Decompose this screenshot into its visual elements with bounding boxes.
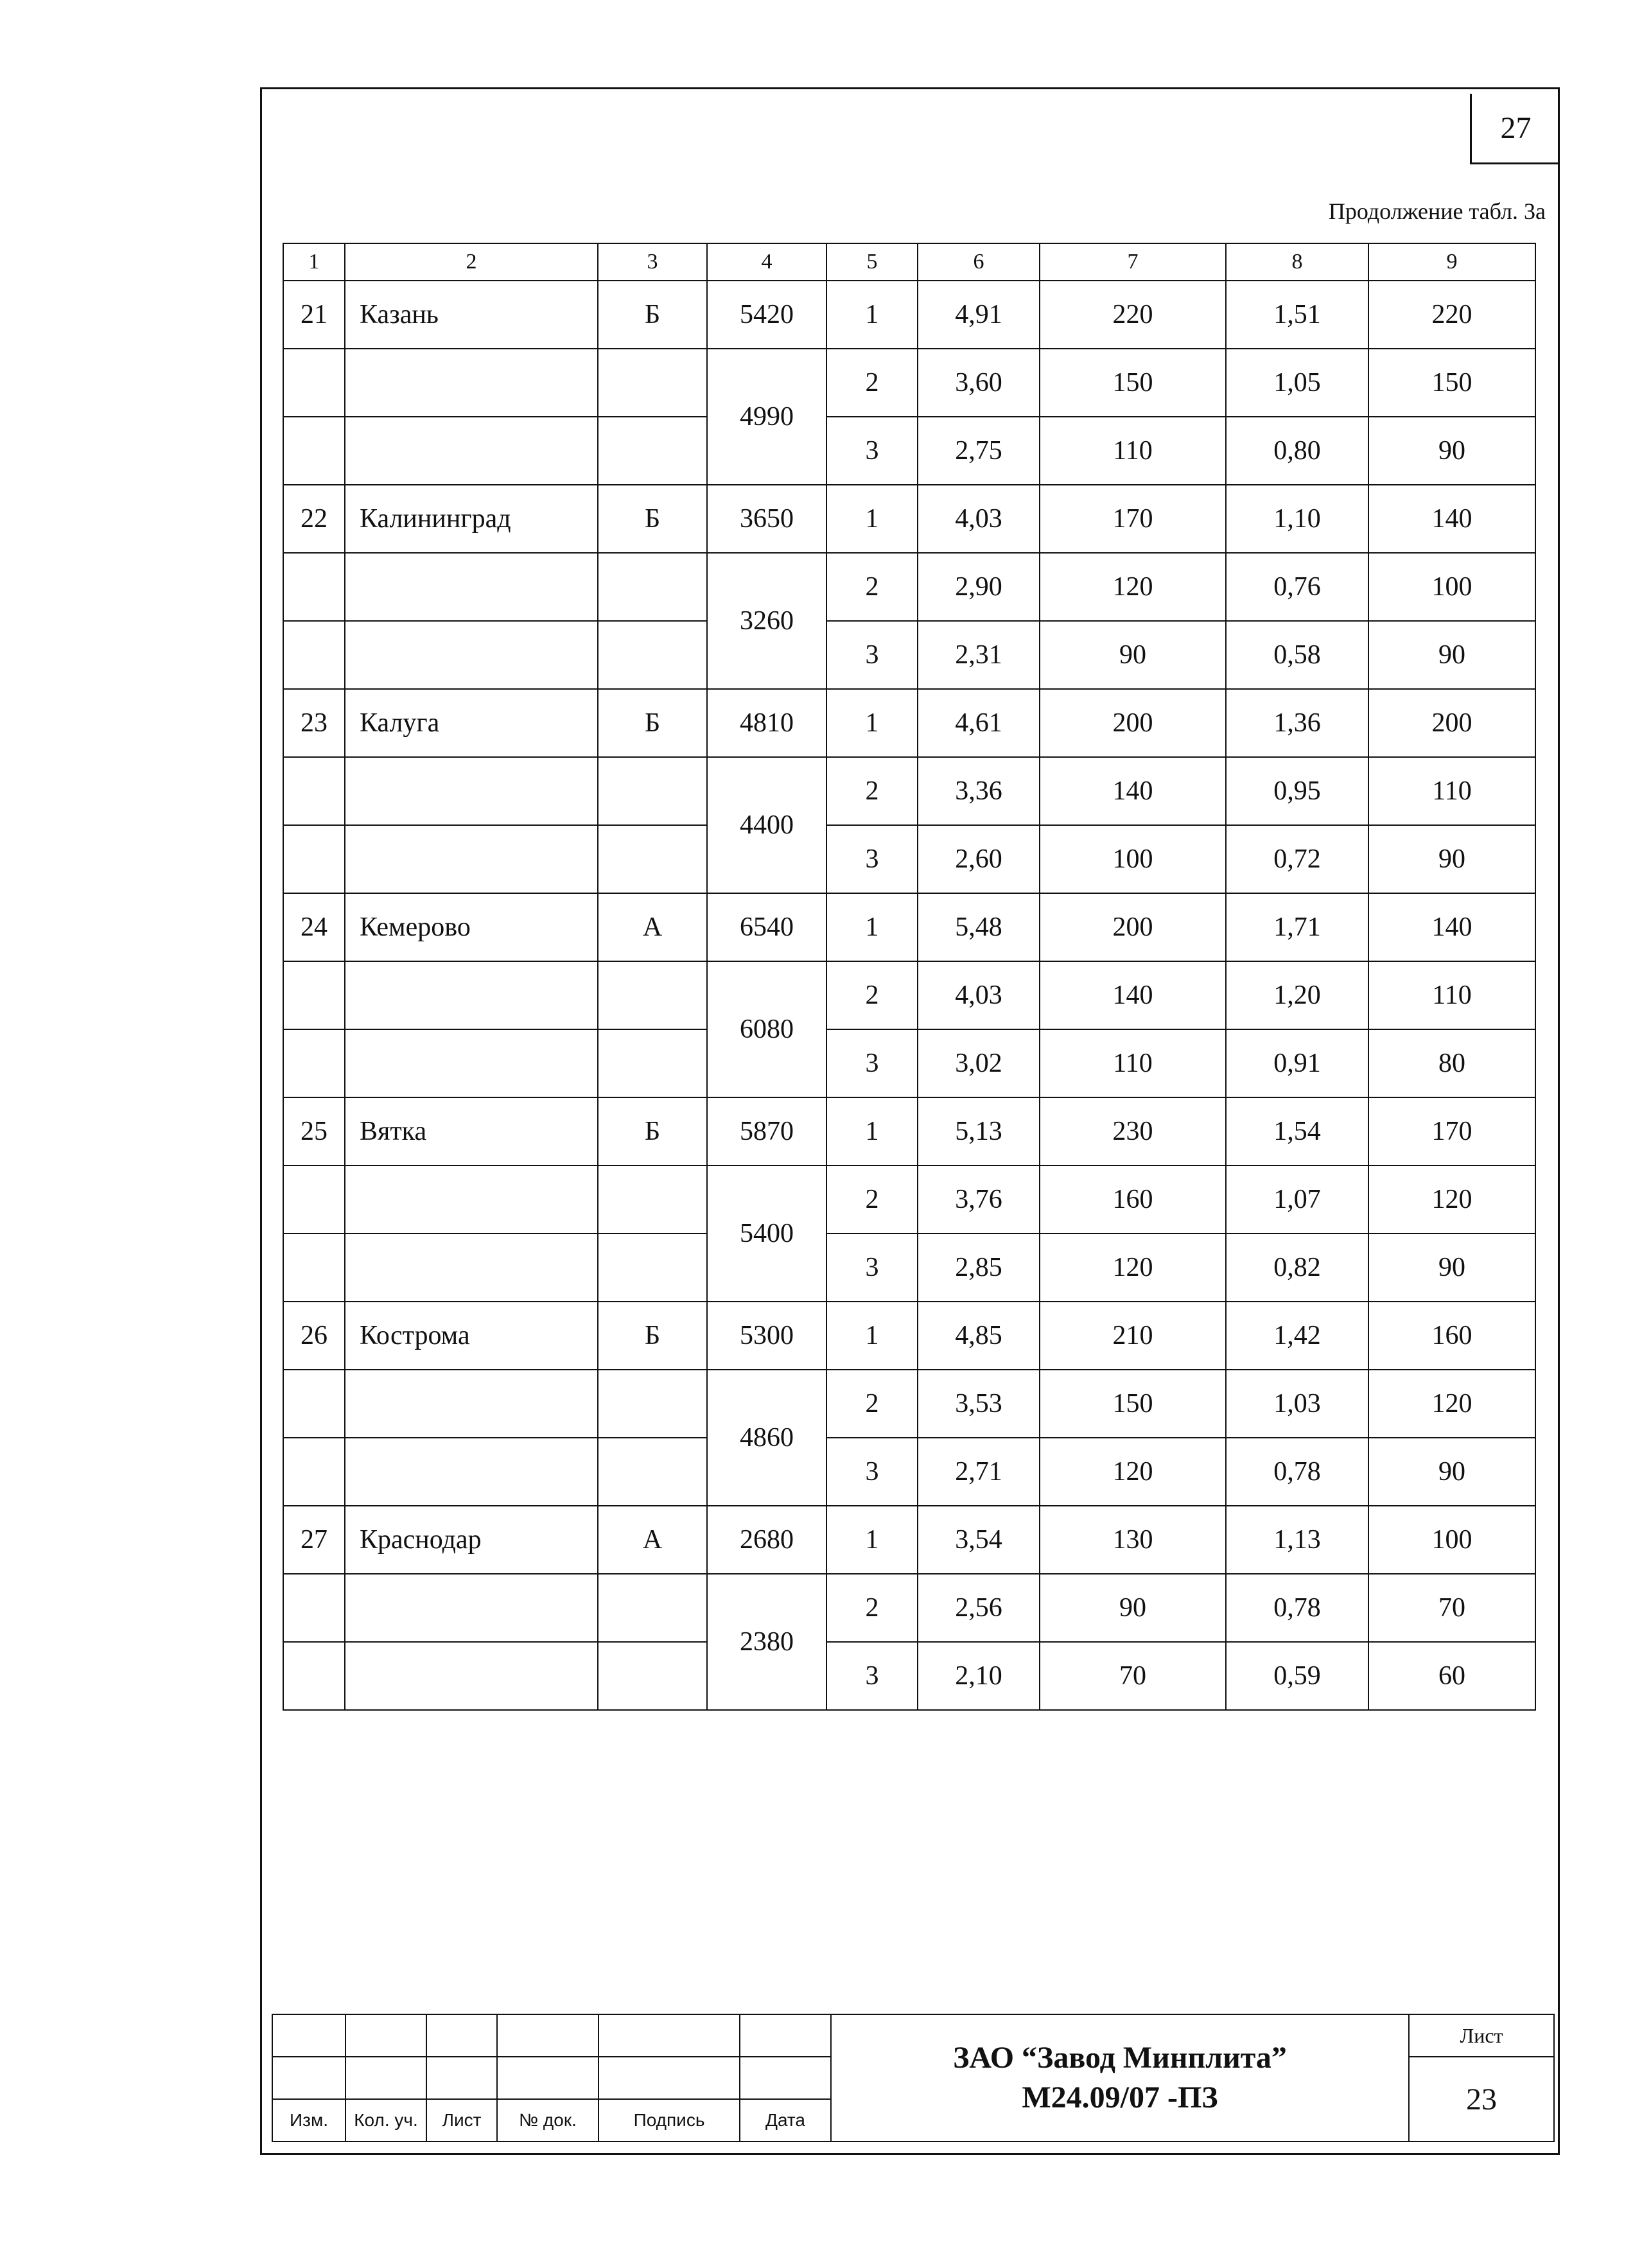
table-row [283,1097,1535,1165]
page-number: 27 [1470,94,1560,164]
value-col6: 2,60 [918,825,1040,893]
value-col4: 5300 [707,1302,826,1370]
empty-cell [283,1574,345,1642]
empty-cell [598,1574,707,1642]
value-col7: 140 [1040,961,1226,1029]
value-col6: 5,48 [918,893,1040,961]
option-number: 1 [826,1097,918,1165]
table-row [283,757,1535,825]
org-name: ЗАО “Завод Минплита” [953,2041,1287,2075]
value-col8: 0,78 [1226,1574,1368,1642]
empty-cell [283,1438,345,1506]
row-number: 24 [283,893,345,961]
stamp-cell [426,2057,497,2099]
value-col6: 2,85 [918,1234,1040,1302]
table-row [283,485,1535,553]
header-cell: 4 [707,243,826,281]
value-col6: 4,03 [918,961,1040,1029]
value-col8: 1,71 [1226,893,1368,961]
value-col9: 70 [1368,1574,1535,1642]
empty-cell [598,1642,707,1710]
value-col9: 120 [1368,1370,1535,1438]
stamp-cell [345,2014,426,2057]
value-col7: 220 [1040,281,1226,349]
value-col8: 1,42 [1226,1302,1368,1370]
option-number: 2 [826,1574,918,1642]
table-row [283,1234,1535,1302]
value-col6: 2,90 [918,553,1040,621]
zone-letter: Б [598,1097,707,1165]
option-number: 1 [826,1506,918,1574]
table-row [283,1165,1535,1234]
value-col6: 3,60 [918,349,1040,417]
value-col8: 1,20 [1226,961,1368,1029]
value-col7: 160 [1040,1165,1226,1234]
table-row [283,1370,1535,1438]
empty-cell [345,621,598,689]
table-row [283,961,1535,1029]
value-col8: 1,36 [1226,689,1368,757]
row-number: 26 [283,1302,345,1370]
option-number: 2 [826,961,918,1029]
table-row [283,349,1535,417]
option-number: 3 [826,1438,918,1506]
empty-cell [283,1234,345,1302]
value-col6: 3,54 [918,1506,1040,1574]
value-col7: 110 [1040,1029,1226,1097]
header-cell: 8 [1226,243,1368,281]
value-col8: 1,54 [1226,1097,1368,1165]
header-cell: 5 [826,243,918,281]
city-name: Калининград [345,485,598,553]
value-col4: 4810 [707,689,826,757]
city-name: Кострома [345,1302,598,1370]
value-col7: 90 [1040,621,1226,689]
value-col7: 110 [1040,417,1226,485]
value-col8: 1,03 [1226,1370,1368,1438]
value-col4-merged: 4400 [707,757,826,893]
option-number: 1 [826,893,918,961]
value-col8: 0,95 [1226,757,1368,825]
caption-list: Лист [426,2099,497,2142]
value-col7: 170 [1040,485,1226,553]
zone-letter: Б [598,1302,707,1370]
value-col7: 120 [1040,1234,1226,1302]
option-number: 3 [826,1234,918,1302]
table-row [283,281,1535,349]
empty-cell [598,961,707,1029]
header-cell: 2 [345,243,598,281]
value-col7: 140 [1040,757,1226,825]
value-col9: 220 [1368,281,1535,349]
value-col4-merged: 6080 [707,961,826,1097]
value-col7: 130 [1040,1506,1226,1574]
stamp-title-cell [831,2014,1409,2142]
value-col6: 2,56 [918,1574,1040,1642]
value-col7: 200 [1040,689,1226,757]
value-col6: 3,53 [918,1370,1040,1438]
city-name: Краснодар [345,1506,598,1574]
value-col9: 90 [1368,825,1535,893]
value-col6: 2,31 [918,621,1040,689]
caption-date: Дата [740,2099,831,2142]
value-col8: 0,91 [1226,1029,1368,1097]
empty-cell [345,757,598,825]
empty-cell [283,825,345,893]
value-col6: 4,61 [918,689,1040,757]
value-col4-merged: 4990 [707,349,826,485]
value-col6: 2,10 [918,1642,1040,1710]
value-col6: 2,71 [918,1438,1040,1506]
city-name: Вятка [345,1097,598,1165]
option-number: 1 [826,689,918,757]
value-col6: 5,13 [918,1097,1040,1165]
empty-cell [345,1642,598,1710]
value-col7: 90 [1040,1574,1226,1642]
value-col7: 150 [1040,1370,1226,1438]
stamp-cell [426,2014,497,2057]
row-number: 23 [283,689,345,757]
table-row [283,1302,1535,1370]
header-cell: 9 [1368,243,1535,281]
value-col8: 0,82 [1226,1234,1368,1302]
table-row [283,1642,1535,1710]
option-number: 2 [826,1370,918,1438]
value-col4-merged: 3260 [707,553,826,689]
option-number: 1 [826,281,918,349]
zone-letter: А [598,893,707,961]
zone-letter: А [598,1506,707,1574]
empty-cell [283,1370,345,1438]
row-number: 25 [283,1097,345,1165]
row-number: 21 [283,281,345,349]
value-col9: 100 [1368,553,1535,621]
value-col6: 4,03 [918,485,1040,553]
option-number: 3 [826,1642,918,1710]
empty-cell [345,1438,598,1506]
empty-cell [598,1234,707,1302]
option-number: 2 [826,349,918,417]
city-name: Калуга [345,689,598,757]
empty-cell [598,621,707,689]
value-col6: 4,91 [918,281,1040,349]
empty-cell [345,961,598,1029]
value-col8: 0,59 [1226,1642,1368,1710]
value-col4-merged: 4860 [707,1370,826,1506]
value-col4: 3650 [707,485,826,553]
stamp-cell [345,2057,426,2099]
value-col9: 90 [1368,621,1535,689]
empty-cell [283,1642,345,1710]
table-row [283,417,1535,485]
value-col9: 120 [1368,1165,1535,1234]
value-col4: 5420 [707,281,826,349]
caption-izm: Изм. [272,2099,345,2142]
option-number: 2 [826,757,918,825]
empty-cell [283,961,345,1029]
option-number: 2 [826,553,918,621]
city-name: Кемерово [345,893,598,961]
value-col4: 6540 [707,893,826,961]
value-col4: 2680 [707,1506,826,1574]
value-col8: 0,80 [1226,417,1368,485]
value-col9: 170 [1368,1097,1535,1165]
sheet-number: 23 [1409,2057,1554,2142]
value-col8: 0,72 [1226,825,1368,893]
value-col7: 150 [1040,349,1226,417]
city-name: Казань [345,281,598,349]
empty-cell [345,349,598,417]
caption-doc-no: № док. [497,2099,598,2142]
empty-cell [598,1165,707,1234]
value-col6: 2,75 [918,417,1040,485]
empty-cell [598,1370,707,1438]
value-col9: 160 [1368,1302,1535,1370]
value-col9: 150 [1368,349,1535,417]
empty-cell [345,1165,598,1234]
value-col9: 100 [1368,1506,1535,1574]
value-col4: 5870 [707,1097,826,1165]
empty-cell [345,825,598,893]
value-col8: 1,10 [1226,485,1368,553]
value-col4-merged: 5400 [707,1165,826,1302]
value-col4-merged: 2380 [707,1574,826,1710]
continuation-label: Продолжение табл. 3а [1328,198,1546,224]
stamp-cell [598,2014,740,2057]
stamp-cell [598,2057,740,2099]
doc-code: М24.09/07 -ПЗ [1022,2080,1218,2115]
value-col7: 120 [1040,1438,1226,1506]
zone-letter: Б [598,689,707,757]
value-col7: 230 [1040,1097,1226,1165]
table-row [283,1506,1535,1574]
value-col6: 3,76 [918,1165,1040,1234]
option-number: 2 [826,1165,918,1234]
stamp-cell [740,2057,831,2099]
zone-letter: Б [598,281,707,349]
caption-signature: Подпись [598,2099,740,2142]
value-col7: 70 [1040,1642,1226,1710]
stamp-cell [272,2014,345,2057]
header-cell: 7 [1040,243,1226,281]
empty-cell [283,417,345,485]
value-col9: 80 [1368,1029,1535,1097]
title-block [272,2014,1555,2142]
value-col9: 110 [1368,961,1535,1029]
empty-cell [283,621,345,689]
empty-cell [598,757,707,825]
table-row [283,1029,1535,1097]
value-col9: 200 [1368,689,1535,757]
value-col8: 0,58 [1226,621,1368,689]
header-cell: 3 [598,243,707,281]
empty-cell [345,1234,598,1302]
header-row [283,243,1535,281]
value-col7: 120 [1040,553,1226,621]
value-col8: 0,76 [1226,553,1368,621]
value-col8: 1,51 [1226,281,1368,349]
empty-cell [598,417,707,485]
empty-cell [283,349,345,417]
empty-cell [598,1029,707,1097]
empty-cell [598,825,707,893]
value-col7: 100 [1040,825,1226,893]
value-col7: 200 [1040,893,1226,961]
header-cell: 6 [918,243,1040,281]
value-col6: 3,36 [918,757,1040,825]
sheet-label: Лист [1409,2014,1554,2057]
row-number: 27 [283,1506,345,1574]
empty-cell [283,553,345,621]
zone-letter: Б [598,485,707,553]
value-col9: 110 [1368,757,1535,825]
climate-table [283,243,1536,1711]
table-row [283,893,1535,961]
value-col9: 90 [1368,1438,1535,1506]
value-col9: 90 [1368,417,1535,485]
empty-cell [283,757,345,825]
value-col6: 3,02 [918,1029,1040,1097]
option-number: 3 [826,417,918,485]
value-col7: 210 [1040,1302,1226,1370]
empty-cell [283,1029,345,1097]
value-col8: 1,13 [1226,1506,1368,1574]
value-col9: 90 [1368,1234,1535,1302]
value-col9: 140 [1368,893,1535,961]
option-number: 1 [826,485,918,553]
empty-cell [598,349,707,417]
value-col6: 4,85 [918,1302,1040,1370]
table-row [283,553,1535,621]
empty-cell [345,553,598,621]
empty-cell [345,417,598,485]
table-row [283,825,1535,893]
caption-kol-uch: Кол. уч. [345,2099,426,2142]
empty-cell [283,1165,345,1234]
value-col8: 1,07 [1226,1165,1368,1234]
option-number: 3 [826,621,918,689]
table-row [283,621,1535,689]
option-number: 1 [826,1302,918,1370]
table-row [283,689,1535,757]
table-row [283,1574,1535,1642]
stamp-cell [272,2057,345,2099]
row-number: 22 [283,485,345,553]
value-col8: 1,05 [1226,349,1368,417]
value-col8: 0,78 [1226,1438,1368,1506]
value-col9: 60 [1368,1642,1535,1710]
empty-cell [598,553,707,621]
empty-cell [345,1029,598,1097]
table-row [283,1438,1535,1506]
option-number: 3 [826,825,918,893]
stamp-cell [497,2057,598,2099]
option-number: 3 [826,1029,918,1097]
empty-cell [598,1438,707,1506]
empty-cell [345,1574,598,1642]
stamp-cell [740,2014,831,2057]
empty-cell [345,1370,598,1438]
value-col9: 140 [1368,485,1535,553]
header-cell: 1 [283,243,345,281]
stamp-cell [497,2014,598,2057]
